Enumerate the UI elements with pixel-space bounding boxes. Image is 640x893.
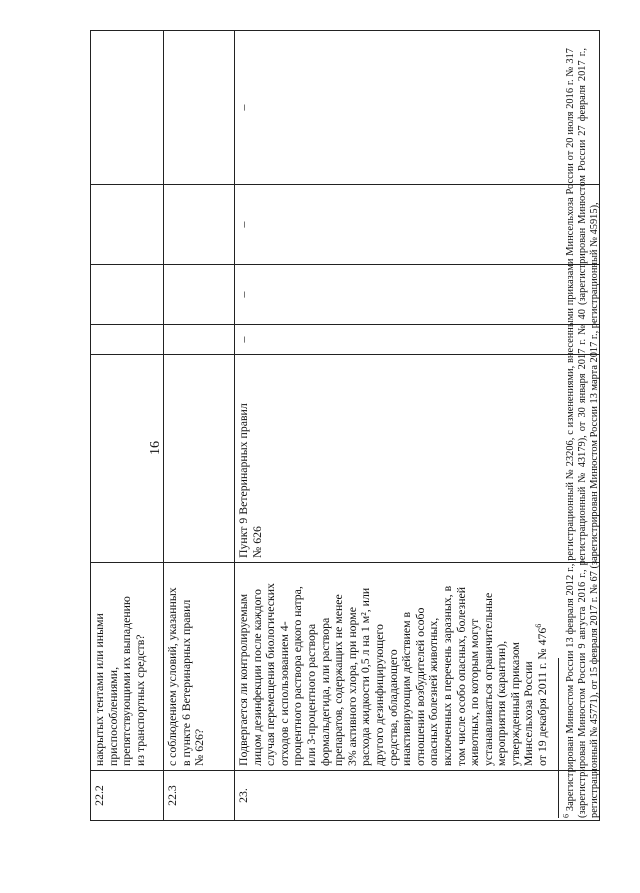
footnote xyxy=(561,48,602,818)
question-body: Подвергается ли контролируемым лицом дезинфекции после каждого случая перемещения биологических отходов с использованием 4- процентного раствора едкого натра, или 3-процентного раствора формальдегида, или раствора препаратов, содержащих не менее 3% активного хлора, при норме расхода жидкости 0,5 л на 1 м², или другого дезинфицирующего средства, обладающего инактивирующим действием в отношении возбудителей особо опасных болезней животных, включенных в перечень заразных, в том числе особо опасных, болезней животных, по которым могут устанавливаться ограничительные мероприятия (карантин), утвержденный приказом Минсельхоза России от 19 декабря 2011 г. № 476 xyxy=(236,583,550,766)
row-number: 22.2 xyxy=(91,771,164,821)
answer-no xyxy=(164,265,235,325)
table-row xyxy=(235,31,600,821)
footnote-divider xyxy=(558,658,559,818)
answer-yes xyxy=(91,325,164,355)
answer-no: – xyxy=(235,265,600,325)
answer-yes xyxy=(164,325,235,355)
footnote-mark: 6 xyxy=(561,814,571,818)
answer-note xyxy=(91,31,164,185)
answer-yes: – xyxy=(235,325,600,355)
question-text: накрытых тентами или иными приспособлениями, препятствующими их выпадению из транспортных средств? xyxy=(91,563,164,771)
question-text: с соблюдением условий, указанных в пункте 6 Ветеринарных правил № 626? xyxy=(164,563,235,771)
answer-not-applicable xyxy=(164,185,235,265)
table-row xyxy=(91,31,164,821)
answer-note: – xyxy=(235,31,600,185)
question-text xyxy=(235,563,600,771)
answer-no xyxy=(91,265,164,325)
checklist-table xyxy=(90,30,600,821)
legal-reference: Пункт 9 Ветеринарных правил № 626 xyxy=(235,355,600,563)
answer-not-applicable: – xyxy=(235,185,600,265)
row-number: 22.3 xyxy=(164,771,235,821)
legal-reference xyxy=(164,355,235,563)
answer-note xyxy=(164,31,235,185)
page-number: 16 xyxy=(148,441,163,455)
table-row xyxy=(164,31,235,821)
legal-reference xyxy=(91,355,164,563)
footnote-marker: 6 xyxy=(534,623,544,628)
footnote-text: Зарегистрирован Минюстом России 13 февраля 2012 г., регистрационный № 23206, с изменениями, внесенными приказами Минсельхоза России от 20 июля 2016 г. № 317 (зарегистрирован Минюстом России 9 августа 2016 г., регистрационный № 43179), от 30 января 2017 г. № 40 (зарегистрирован Минюстом России 27 февраля 2017 г., регистрационный № 45771), от 15 февраля 2017 г. № 67 (зарегистрирован Минюстом России 13 марта 2017 г., регистрационный № 45915), xyxy=(565,48,601,818)
answer-not-applicable xyxy=(91,185,164,265)
row-number: 23. xyxy=(235,771,600,821)
